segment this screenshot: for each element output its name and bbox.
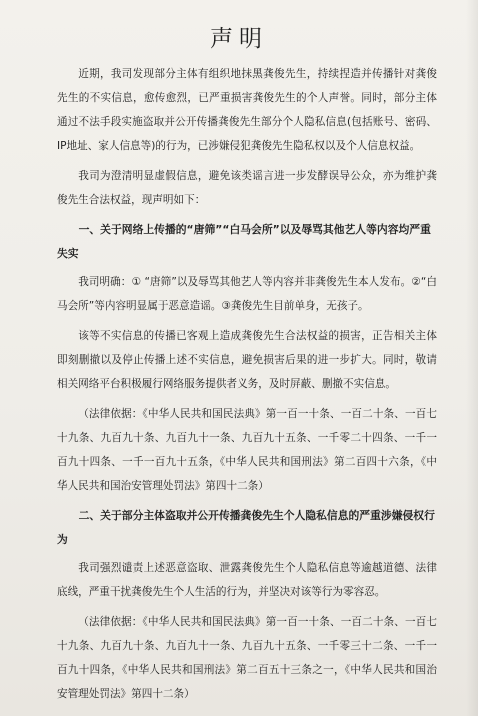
section-1-legal-basis: （法律依据：《中华人民共和国民法典》第一百一十条、一百二十条、一百七十九条、九百九十条、九百九十一条、九百九十五条、一千零二十四条、一千一百九十四条、一千一百九十五条，《中华人民共和国刑法》第二百四十六条，《中华人民共和国治安管理处罚法》第四十二条） bbox=[57, 408, 437, 492]
document-title: 声明 bbox=[210, 26, 268, 52]
section-1-heading: 一、关于网络上传播的“唐筛”“白马会所”以及辱骂其他艺人等内容均严重失实 bbox=[57, 223, 431, 260]
intro-paragraph-1: 近期，我司发现部分主体有组织地抹黑龚俊先生，持续捏造并传播针对龚俊先生的不实信息，愈传愈烈，已严重损害龚俊先生的个人声誉。同时，部分主体通过不法手段实施盗取并公开传播龚俊先生部分个人隐私信息(包括账号、密码、IP地址、家人信息等)的行为，已涉嫌侵犯龚俊先生隐私权以及个人信息权益。 bbox=[57, 68, 437, 152]
section-1-body-2: 该等不实信息的传播已客观上造成龚俊先生合法权益的损害，正告相关主体即刻删撤以及停止传播上述不实信息，避免损害后果的进一步扩大。同时，敬请相关网络平台积极履行网络服务提供者义务，及时屏蔽、删撤不实信息。 bbox=[57, 330, 437, 390]
page-edge-shadow bbox=[466, 0, 478, 716]
section-1-body: 我司明确：① “唐筛”以及辱骂其他艺人等内容并非龚俊先生本人发布。②“白马会所”等内容明显属于恶意造谣。③龚俊先生目前单身，无孩子。 bbox=[57, 276, 437, 312]
document-body bbox=[57, 62, 437, 712]
section-2-heading: 二、关于部分主体盗取并公开传播龚俊先生个人隐私信息的严重涉嫌侵权行为 bbox=[57, 509, 435, 546]
intro-paragraph-2: 我司为澄清明显虚假信息，避免该类谣言进一步发酵误导公众，亦为维护龚俊先生合法权益，现声明如下： bbox=[57, 170, 437, 206]
section-2-body: 我司强烈谴责上述恶意盗取、泄露龚俊先生个人隐私信息等逾越道德、法律底线，严重干扰龚俊先生个人生活的行为，并坚决对该等行为零容忍。 bbox=[57, 562, 437, 598]
section-2-legal-basis: （法律依据：《中华人民共和国民法典》第一百一十条、一百二十条、一百七十九条、九百九十条、九百九十一条、九百九十五条、一千零三十二条、一千一百九十四条，《中华人民共和国刑法》第二百五十三条之一，《中华人民共和国治安管理处罚法》第四十二条） bbox=[57, 616, 437, 700]
